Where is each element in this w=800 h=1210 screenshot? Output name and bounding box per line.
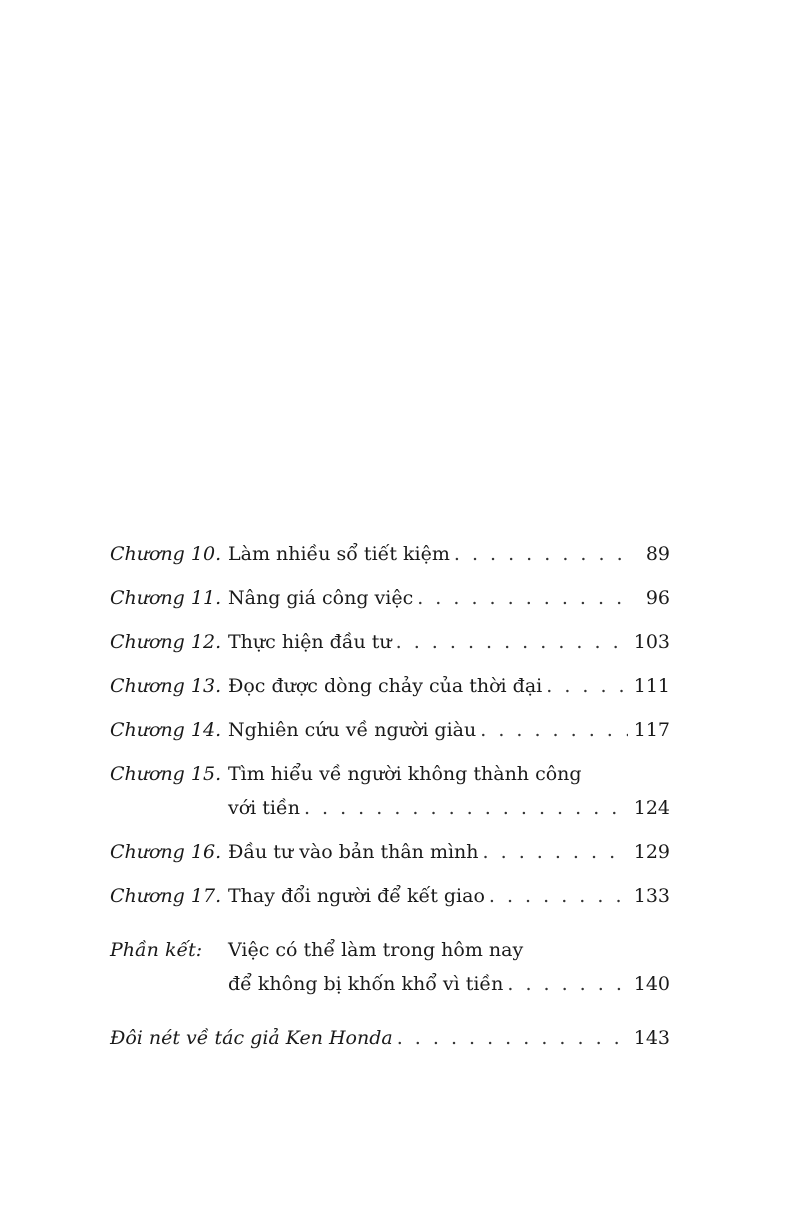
page-number: 89 [645,543,670,565]
dot-leader [396,625,628,659]
chapter-label: Chương 15. [110,763,222,785]
chapter-title-wrap [228,879,634,913]
chapter-title-wrap [228,625,634,659]
chapter-title: Thay đổi người để kết giao [228,885,485,907]
toc-entry-chapter-15-line2[interactable] [110,791,670,825]
chapter-title-wrap [228,791,634,825]
page-number: 117 [633,719,670,741]
toc-entry-chapter-10[interactable] [110,537,670,571]
chapter-title: Thực hiện đầu tư [228,631,392,653]
chapter-title: Đọc được dòng chảy của thời đại [228,675,543,697]
chapter-label: Chương 16. [110,841,222,863]
toc-entry-epilogue-line1[interactable] [110,933,670,967]
toc-entry-chapter-16[interactable] [110,835,670,869]
dot-leader [454,537,634,571]
dot-leader [546,669,628,703]
toc-entry-chapter-14[interactable] [110,713,670,747]
author-title-wrap [110,1021,634,1055]
dot-leader [480,713,628,747]
chapter-title-wrap [228,713,634,747]
page-number: 124 [633,797,670,819]
toc-entry-chapter-17[interactable] [110,879,670,913]
page-number: 140 [633,973,670,995]
dot-leader [417,581,634,615]
dot-leader [483,835,628,869]
page-number: 143 [633,1027,670,1049]
chapter-title-wrap [228,537,640,571]
page-number: 96 [645,587,670,609]
epilogue-label: Phần kết: [110,939,203,961]
chapter-title-wrap [228,669,634,703]
chapter-title-wrap [228,835,634,869]
chapter-title: Đầu tư vào bản thân mình [228,841,479,863]
toc-entry-chapter-11[interactable] [110,581,670,615]
chapter-title-line1: Tìm hiểu về người không thành công [228,763,582,785]
epilogue-title-line2: để không bị khốn khổ vì tiền [228,973,504,995]
epilogue-title-wrap [228,933,670,967]
page-number: 133 [633,885,670,907]
page-number: 111 [633,675,670,697]
epilogue-title-wrap [228,967,634,1001]
chapter-title-wrap [228,581,640,615]
toc-entry-author[interactable] [110,1021,670,1055]
dot-leader [489,879,628,913]
dot-leader [397,1021,628,1055]
toc-entry-chapter-15-line1[interactable] [110,757,670,791]
chapter-label: Chương 10. [110,543,222,565]
chapter-label: Chương 17. [110,885,222,907]
chapter-title-line2: với tiền [228,797,300,819]
chapter-label: Chương 11. [110,587,222,609]
chapter-label: Chương 14. [110,719,222,741]
page-number: 103 [633,631,670,653]
toc-entry-epilogue-line2[interactable] [110,967,670,1001]
toc-entry-chapter-12[interactable] [110,625,670,659]
chapter-title: Làm nhiều sổ tiết kiệm [228,543,450,565]
dot-leader [507,967,627,1001]
toc-entry-chapter-13[interactable] [110,669,670,703]
chapter-label: Chương 13. [110,675,222,697]
chapter-title: Nghiên cứu về người giàu [228,719,477,741]
author-title: Đôi nét về tác giả Ken Honda [110,1027,393,1049]
epilogue-title-line1: Việc có thể làm trong hôm nay [228,939,524,961]
chapter-title-wrap [228,757,670,791]
page-number: 129 [633,841,670,863]
dot-leader [304,791,628,825]
table-of-contents [110,537,670,1055]
chapter-label: Chương 12. [110,631,222,653]
chapter-title: Nâng giá công việc [228,587,414,609]
